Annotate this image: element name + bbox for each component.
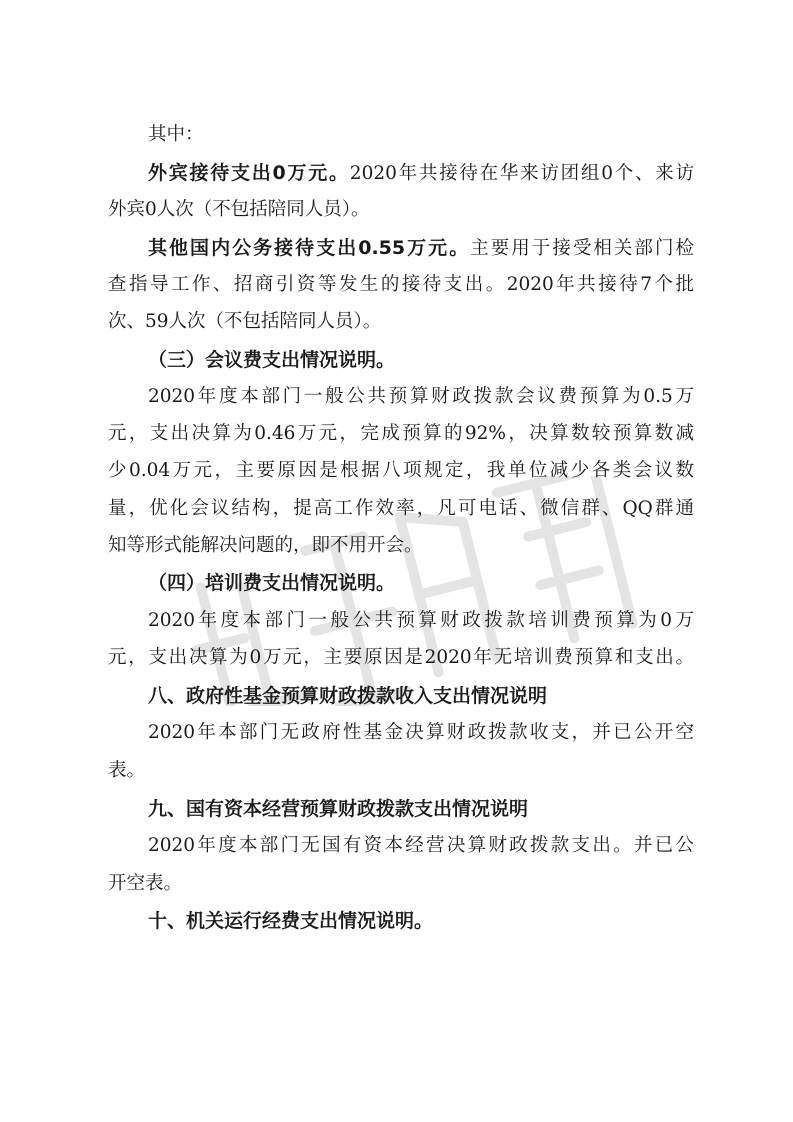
text-line-1: 其中： xyxy=(148,124,204,145)
text-line-11: 量，优化会议结构，提高工作效率，凡可电话、微信群、QQ群通 xyxy=(108,498,694,519)
text-line-15: 元，支出决算为0万元，主要原因是2020年无培训费预算和支出。 xyxy=(108,647,694,668)
text-line-20: 2020年度本部门无国有资本经营决算财政拨款支出。并已公 xyxy=(148,835,694,856)
text-line-9: 元，支出决算为0.46万元，完成预算的92%，决算数较预算数减 xyxy=(108,423,694,444)
text-line-17: 2020年本部门无政府性基金决算财政拨款收支，并已公开空 xyxy=(148,722,694,743)
text-line-6: 次、59人次（不包括陪同人员）。 xyxy=(108,311,382,332)
text-line-12: 知等形式能解决问题的，即不用开会。 xyxy=(108,535,423,556)
section-heading-9: 九、国有资本经营预算财政拨款支出情况说明 xyxy=(148,798,529,820)
text-line-3: 外宾0人次（不包括陪同人员）。 xyxy=(108,199,370,220)
text-line-18: 表。 xyxy=(108,760,146,781)
section-heading-8: 八、政府性基金预算财政拨款收入支出情况说明 xyxy=(148,685,548,707)
text-line-14: 2020年度本部门一般公共预算财政拨款培训费预算为0万 xyxy=(148,610,694,631)
section-heading-training: （四）培训费支出情况说明。 xyxy=(148,572,396,594)
section-heading-meeting: （三）会议费支出情况说明。 xyxy=(148,349,396,371)
text-line-4: 其他国内公务接待支出0.55万元。主要用于接受相关部门检 xyxy=(148,237,694,259)
text-line-8: 2020年度本部门一般公共预算财政拨款会议费预算为0.5万 xyxy=(148,386,694,407)
section-heading-10: 十、机关运行经费支出情况说明。 xyxy=(148,910,434,932)
text-line-5: 查指导工作、招商引资等发生的接待支出。2020年共接待7个批 xyxy=(108,274,694,295)
text-line-10: 少0.04万元，主要原因是根据八项规定，我单位减少各类会议数 xyxy=(108,460,694,481)
text-line-2: 外宾接待支出0万元。2020年共接待在华来访团组0个、来访 xyxy=(148,162,694,184)
text-line-21: 开空表。 xyxy=(108,873,183,894)
